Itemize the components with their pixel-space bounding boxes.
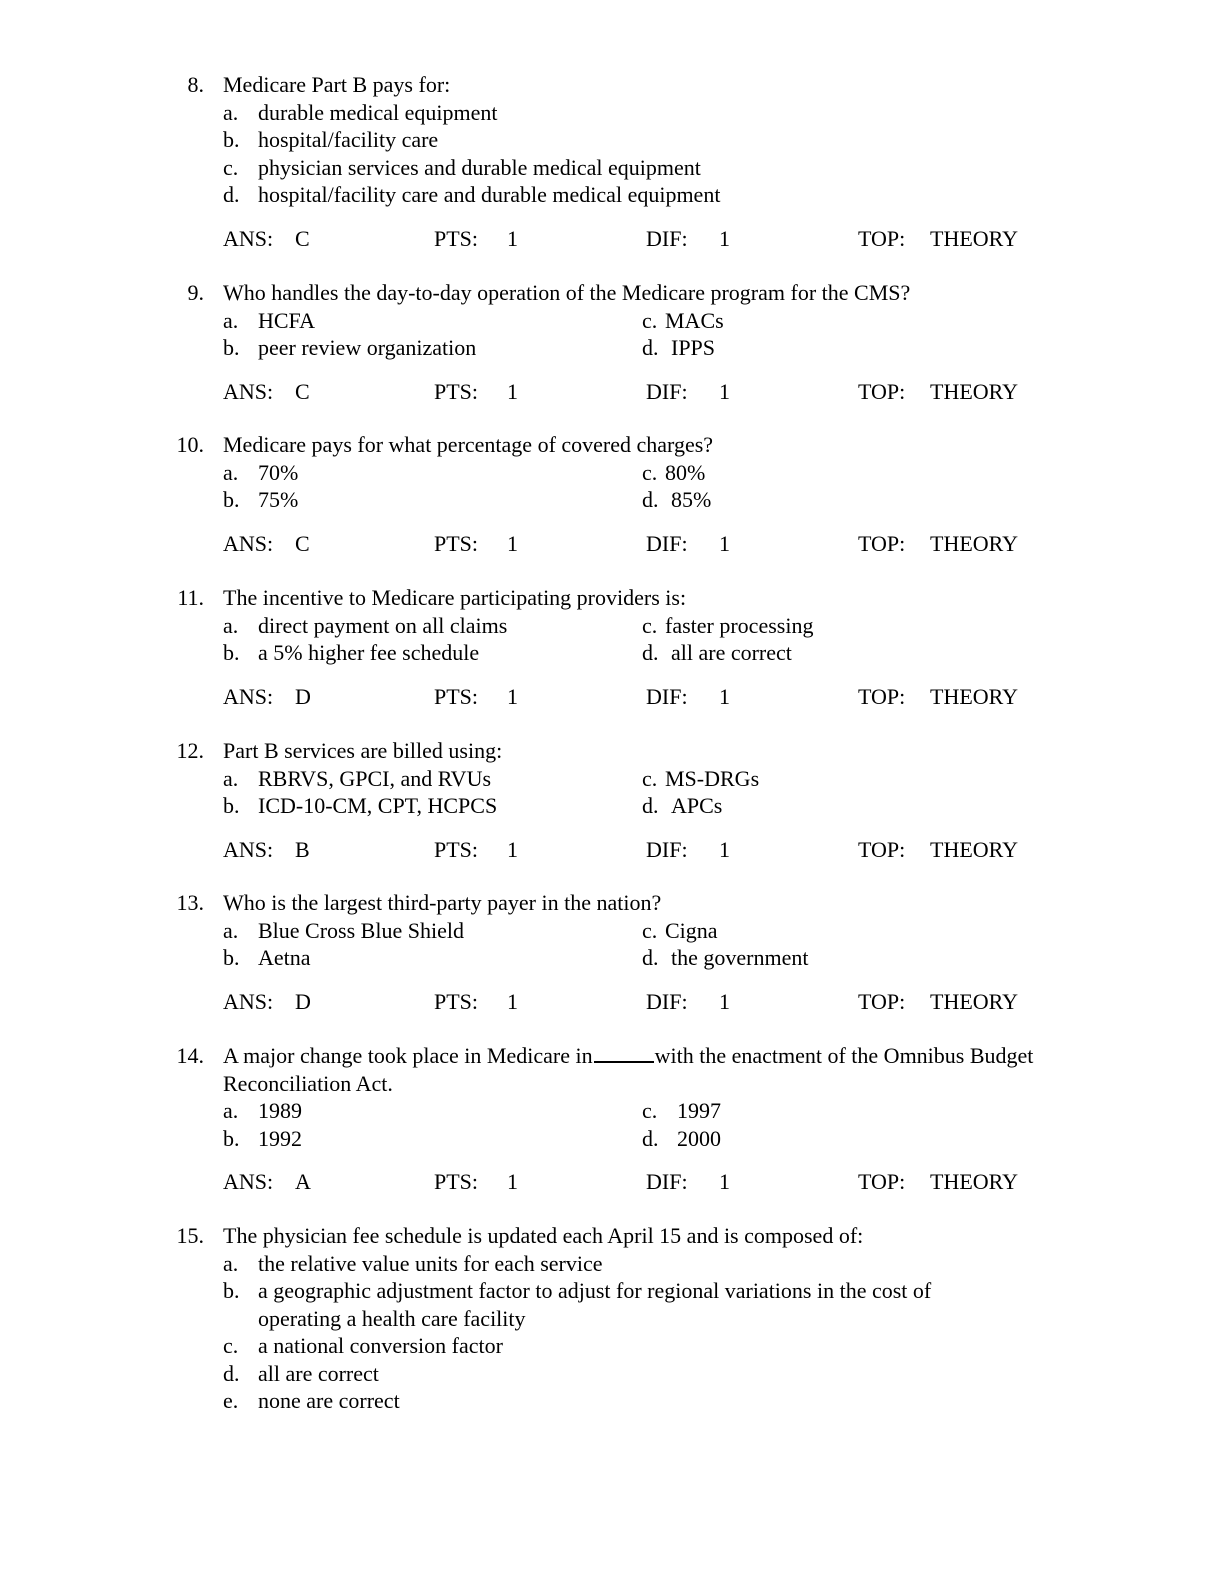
question-text: The physician fee schedule is updated each April 15 and is composed of: — [223, 1223, 864, 1248]
pts-label: PTS: — [434, 530, 479, 556]
pts-value: 1 — [507, 988, 518, 1014]
ans-label: ANS: — [223, 836, 274, 862]
option-text: 1997 — [677, 1098, 721, 1123]
option-b — [0, 1277, 1224, 1305]
option-letter: d. — [642, 945, 659, 970]
option-letter: a. — [223, 1250, 239, 1276]
dif-label: DIF: — [646, 1169, 688, 1194]
top-label: TOP: — [858, 225, 906, 251]
option-letter: c. — [642, 459, 658, 485]
dif-value: 1 — [719, 988, 730, 1014]
ans-label: ANS: — [223, 1169, 274, 1194]
option-row — [0, 917, 1224, 945]
option-row — [0, 486, 1224, 514]
dif-value: 1 — [719, 1169, 730, 1194]
top-value: THEORY — [930, 225, 1018, 251]
question-text: The incentive to Medicare participating providers is: — [223, 585, 687, 610]
option-letter: c. — [223, 154, 239, 180]
question-number: 11. — [177, 585, 204, 610]
option-row — [0, 792, 1224, 820]
option-letter: a. — [223, 917, 239, 943]
option-d — [0, 1360, 1224, 1388]
top-value: THEORY — [930, 530, 1018, 556]
option-row — [0, 612, 1224, 640]
option-letter: d. — [642, 1125, 659, 1151]
pts-label: PTS: — [434, 683, 479, 709]
option-letter: a. — [223, 99, 239, 125]
ans-value: C — [295, 225, 310, 251]
option-text: 1989 — [258, 1098, 302, 1123]
ans-value: D — [295, 683, 311, 709]
option-text: durable medical equipment — [258, 99, 498, 125]
pts-label: PTS: — [434, 378, 479, 404]
option-letter: c. — [642, 1098, 658, 1123]
option-text: 75% — [258, 487, 299, 512]
option-text: all are correct — [258, 1360, 379, 1386]
dif-label: DIF: — [646, 530, 688, 556]
dif-value: 1 — [719, 378, 730, 404]
top-label: TOP: — [858, 988, 906, 1014]
option-row — [0, 1125, 1224, 1153]
option-letter: d. — [642, 793, 659, 818]
option-letter: e. — [223, 1388, 239, 1413]
option-d — [0, 181, 1224, 209]
pts-label: PTS: — [434, 1169, 479, 1194]
pts-value: 1 — [507, 1169, 518, 1194]
option-c — [0, 1332, 1224, 1360]
question-text-before-blank: A major change took place in Medicare in — [223, 1043, 593, 1068]
option-text: MACs — [665, 307, 724, 333]
question-number: 14. — [176, 1043, 204, 1068]
top-label: TOP: — [858, 836, 906, 862]
dif-label: DIF: — [646, 836, 688, 862]
ans-label: ANS: — [223, 530, 274, 556]
question-text — [223, 1042, 1033, 1070]
option-letter: b. — [223, 127, 240, 152]
question-number: 10. — [176, 432, 204, 457]
option-text: a geographic adjustment factor to adjust for regional variations in the cost of — [258, 1278, 932, 1303]
question-text: Who is the largest third-party payer in the nation? — [223, 890, 662, 915]
option-row — [0, 307, 1224, 335]
dif-value: 1 — [719, 836, 730, 862]
answer-row — [0, 225, 1224, 253]
ans-value: D — [295, 988, 311, 1014]
ans-value: A — [295, 1169, 311, 1194]
question-9 — [0, 279, 1224, 405]
pts-label: PTS: — [434, 225, 479, 251]
option-letter: b. — [223, 335, 240, 360]
option-text: all are correct — [671, 640, 792, 665]
option-letter: a. — [223, 459, 239, 485]
option-letter: a. — [223, 1098, 239, 1123]
top-value: THEORY — [930, 836, 1018, 862]
option-text: HCFA — [258, 307, 316, 333]
question-11 — [0, 584, 1224, 710]
ans-label: ANS: — [223, 378, 274, 404]
answer-row — [0, 988, 1224, 1016]
question-number: 12. — [176, 738, 204, 763]
option-letter: d. — [642, 335, 659, 360]
answer-row — [0, 836, 1224, 864]
option-text: none are correct — [258, 1388, 400, 1413]
question-text: Who handles the day-to-day operation of the Medicare program for the CMS? — [223, 280, 911, 305]
option-text: 80% — [665, 459, 706, 485]
option-text: 2000 — [677, 1125, 721, 1151]
question-text-after-blank: with the enactment of the Omnibus Budget — [654, 1043, 1034, 1068]
top-value: THEORY — [930, 683, 1018, 709]
option-text: Cigna — [665, 917, 718, 943]
option-letter: a. — [223, 765, 239, 791]
option-letter: a. — [223, 612, 239, 638]
dif-label: DIF: — [646, 988, 688, 1014]
dif-value: 1 — [719, 683, 730, 709]
option-letter: d. — [223, 182, 240, 207]
question-12 — [0, 737, 1224, 863]
option-text: 85% — [671, 487, 712, 512]
option-letter: b. — [223, 1278, 240, 1303]
fill-in-blank — [594, 1043, 654, 1063]
option-row — [0, 459, 1224, 487]
option-text: peer review organization — [258, 335, 477, 360]
option-text: a 5% higher fee schedule — [258, 640, 480, 665]
top-label: TOP: — [858, 378, 906, 404]
pts-value: 1 — [507, 836, 518, 862]
option-text: the relative value units for each service — [258, 1250, 603, 1276]
ans-value: C — [295, 378, 310, 404]
option-row — [0, 334, 1224, 362]
top-value: THEORY — [930, 988, 1018, 1014]
top-value: THEORY — [930, 378, 1018, 404]
question-text-line2: Reconciliation Act. — [223, 1070, 393, 1096]
option-letter: c. — [642, 917, 658, 943]
option-c — [0, 154, 1224, 182]
option-text: APCs — [671, 793, 723, 818]
question-text: Medicare pays for what percentage of covered charges? — [223, 432, 714, 457]
ans-label: ANS: — [223, 225, 274, 251]
top-label: TOP: — [858, 683, 906, 709]
dif-label: DIF: — [646, 683, 688, 709]
question-13 — [0, 889, 1224, 1015]
option-a — [0, 1250, 1224, 1278]
question-text: Medicare Part B pays for: — [223, 72, 451, 97]
dif-value: 1 — [719, 225, 730, 251]
pts-value: 1 — [507, 378, 518, 404]
option-letter: b. — [223, 1125, 240, 1151]
ans-value: B — [295, 836, 310, 862]
answer-row — [0, 1168, 1224, 1196]
option-text: 1992 — [258, 1125, 302, 1151]
question-10 — [0, 431, 1224, 557]
option-letter: c. — [223, 1333, 239, 1358]
option-row — [0, 639, 1224, 667]
pts-value: 1 — [507, 225, 518, 251]
option-letter: b. — [223, 945, 240, 970]
option-text: MS-DRGs — [665, 765, 760, 791]
option-letter: c. — [642, 307, 658, 333]
option-text-line2: operating a health care facility — [258, 1305, 526, 1331]
option-b — [0, 126, 1224, 154]
option-row — [0, 944, 1224, 972]
option-text: ICD-10-CM, CPT, HCPCS — [258, 793, 498, 818]
option-text: faster processing — [665, 612, 814, 638]
option-letter: c. — [642, 765, 658, 791]
pts-value: 1 — [507, 683, 518, 709]
option-text: hospital/facility care and durable medical equipment — [258, 182, 721, 207]
option-text: RBRVS, GPCI, and RVUs — [258, 765, 492, 791]
pts-label: PTS: — [434, 988, 479, 1014]
answer-row — [0, 530, 1224, 558]
pts-label: PTS: — [434, 836, 479, 862]
option-e — [0, 1387, 1224, 1415]
option-letter: b. — [223, 793, 240, 818]
dif-label: DIF: — [646, 378, 688, 404]
question-number: 13. — [176, 890, 204, 915]
ans-value: C — [295, 530, 310, 556]
option-text: IPPS — [671, 335, 716, 360]
option-text: Blue Cross Blue Shield — [258, 917, 464, 943]
option-text: hospital/facility care — [258, 127, 439, 152]
option-letter: b. — [223, 487, 240, 512]
ans-label: ANS: — [223, 683, 274, 709]
answer-row — [0, 378, 1224, 406]
option-letter: d. — [642, 640, 659, 665]
dif-label: DIF: — [646, 225, 688, 251]
option-a — [0, 99, 1224, 127]
question-14 — [0, 1042, 1224, 1196]
option-letter: b. — [223, 640, 240, 665]
option-text: direct payment on all claims — [258, 612, 508, 638]
option-text: 70% — [258, 459, 299, 485]
top-label: TOP: — [858, 530, 906, 556]
option-b-continued — [0, 1305, 1224, 1333]
answer-row — [0, 683, 1224, 711]
option-letter: d. — [223, 1360, 240, 1386]
option-letter: a. — [223, 307, 239, 333]
dif-value: 1 — [719, 530, 730, 556]
question-8 — [0, 71, 1224, 252]
question-number: 9. — [187, 280, 204, 305]
question-text: Part B services are billed using: — [223, 738, 503, 763]
option-letter: c. — [642, 612, 658, 638]
option-row — [0, 765, 1224, 793]
option-letter: d. — [642, 487, 659, 512]
question-number: 15. — [176, 1223, 204, 1248]
ans-label: ANS: — [223, 988, 274, 1014]
option-row — [0, 1097, 1224, 1125]
option-text: Aetna — [258, 945, 311, 970]
option-text: a national conversion factor — [258, 1333, 503, 1358]
option-text: the government — [671, 945, 809, 970]
top-label: TOP: — [858, 1169, 906, 1194]
question-number: 8. — [187, 72, 204, 97]
pts-value: 1 — [507, 530, 518, 556]
top-value: THEORY — [930, 1169, 1018, 1194]
option-text: physician services and durable medical equipment — [258, 154, 701, 180]
question-15 — [0, 1222, 1224, 1415]
